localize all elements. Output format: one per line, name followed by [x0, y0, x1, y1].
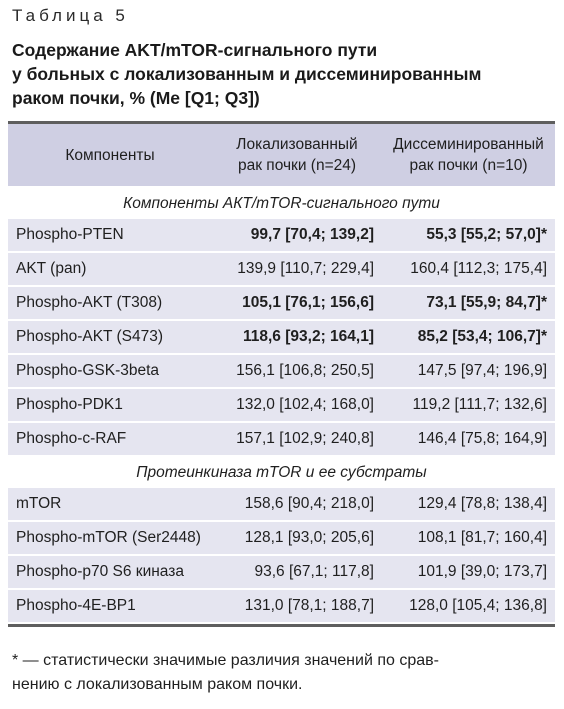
header-disseminated-line-1: Диссеминированный: [393, 136, 544, 153]
header-disseminated-line-2: рак почки (n=10): [409, 157, 528, 174]
section-title: Компоненты АКТ/mTOR-сигнального пути: [8, 187, 555, 219]
localized-value: 93,6 [67,1; 117,8]: [212, 555, 382, 589]
localized-value: 156,1 [106,8; 250,5]: [212, 354, 382, 388]
disseminated-value: 129,4 [78,8; 138,4]: [382, 488, 555, 521]
disseminated-value: 73,1 [55,9; 84,7]*: [382, 286, 555, 320]
disseminated-value: 108,1 [81,7; 160,4]: [382, 521, 555, 555]
component-name: Phospho-PTEN: [8, 219, 212, 252]
table-row: [8, 589, 555, 623]
disseminated-value: 147,5 [97,4; 196,9]: [382, 354, 555, 388]
table-row: [8, 422, 555, 456]
component-name: Phospho-c-RAF: [8, 422, 212, 456]
disseminated-value: 85,2 [53,4; 106,7]*: [382, 320, 555, 354]
header-disseminated: [382, 124, 555, 187]
localized-value: 132,0 [102,4; 168,0]: [212, 388, 382, 422]
table-header-row: [8, 124, 555, 187]
localized-value: 118,6 [93,2; 164,1]: [212, 320, 382, 354]
table-row: [8, 354, 555, 388]
header-localized: [212, 124, 382, 187]
table-row: [8, 286, 555, 320]
section-header-row: [8, 187, 555, 219]
localized-value: 131,0 [78,1; 188,7]: [212, 589, 382, 623]
localized-value: 99,7 [70,4; 139,2]: [212, 219, 382, 252]
table-bottom-rule: [8, 624, 555, 627]
caption-line-3: раком почки, % (Me [Q1; Q3]): [12, 88, 260, 108]
table-row: [8, 488, 555, 521]
table-label: Таблица 5: [12, 6, 129, 25]
table-row: [8, 388, 555, 422]
header-localized-line-1: Локализованный: [236, 136, 358, 153]
component-name: Phospho-PDK1: [8, 388, 212, 422]
disseminated-value: 146,4 [75,8; 164,9]: [382, 422, 555, 456]
component-name: mTOR: [8, 488, 212, 521]
section-title: Протеинкиназа mTOR и ее субстраты: [8, 456, 555, 488]
disseminated-value: 128,0 [105,4; 136,8]: [382, 589, 555, 623]
localized-value: 157,1 [102,9; 240,8]: [212, 422, 382, 456]
table-caption: [12, 38, 557, 110]
component-name: Phospho-4E-BP1: [8, 589, 212, 623]
localized-value: 105,1 [76,1; 156,6]: [212, 286, 382, 320]
footnote-line-2: нению с локализованным раком почки.: [12, 676, 303, 693]
data-table: [8, 121, 555, 627]
component-name: Phospho-AKT (S473): [8, 320, 212, 354]
disseminated-value: 101,9 [39,0; 173,7]: [382, 555, 555, 589]
disseminated-value: 160,4 [112,3; 175,4]: [382, 252, 555, 286]
table-footnote: [12, 649, 557, 697]
localized-value: 158,6 [90,4; 218,0]: [212, 488, 382, 521]
table-row: [8, 219, 555, 252]
caption-line-2: у больных с локализованным и диссеминированным: [12, 64, 482, 84]
localized-value: 139,9 [110,7; 229,4]: [212, 252, 382, 286]
header-localized-line-2: рак почки (n=24): [237, 157, 357, 174]
disseminated-value: 55,3 [55,2; 57,0]*: [382, 219, 555, 252]
table-row: [8, 252, 555, 286]
component-name: Phospho-GSK-3beta: [8, 354, 212, 388]
component-name: Phospho-AKT (T308): [8, 286, 212, 320]
header-components: Компоненты: [8, 124, 212, 187]
section-header-row: [8, 456, 555, 488]
table-row: [8, 555, 555, 589]
component-name: AKT (pan): [8, 252, 212, 286]
disseminated-value: 119,2 [111,7; 132,6]: [382, 388, 555, 422]
table-row: [8, 521, 555, 555]
footnote-line-1: * — статистически значимые различия значений по срав-: [12, 652, 439, 669]
table-row: [8, 320, 555, 354]
component-name: Phospho-p70 S6 киназа: [8, 555, 212, 589]
component-name: Phospho-mTOR (Ser2448): [8, 521, 212, 555]
caption-line-1: Содержание AKT/mTOR-сигнального пути: [12, 40, 378, 60]
localized-value: 128,1 [93,0; 205,6]: [212, 521, 382, 555]
